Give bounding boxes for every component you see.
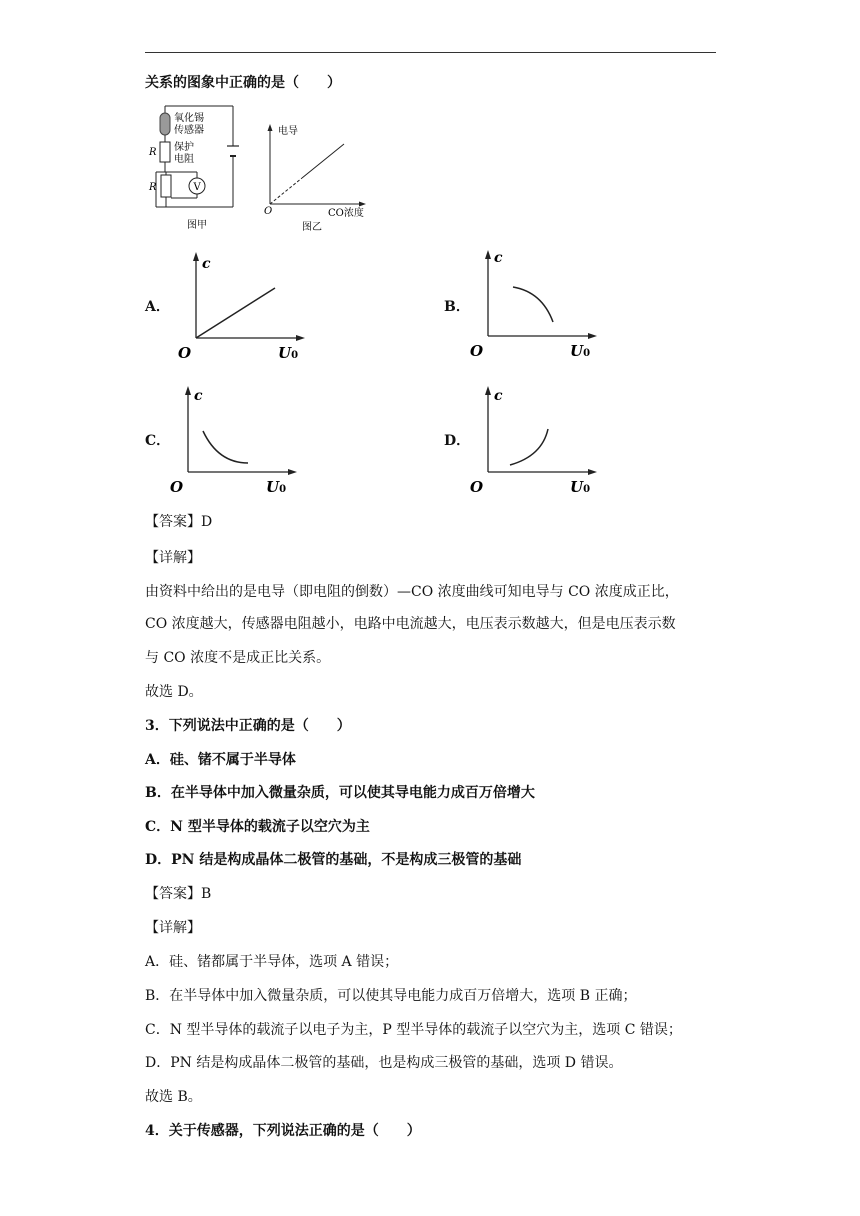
option-c-curve <box>203 431 248 463</box>
option-b-xlabel: U0 <box>570 342 591 360</box>
graph-caption: 图乙 <box>302 222 322 233</box>
circuit-diagram <box>145 102 245 230</box>
q2-answer-line <box>145 512 212 532</box>
option-b-origin: O <box>470 342 484 360</box>
q3-answer: B <box>201 886 212 902</box>
sensor-element <box>160 113 170 135</box>
q2-detail-tag: 【详解】 <box>145 550 201 566</box>
q2-detail-2: CO 浓度越大，传感器电阻越小，电路中电流越大，电压表示数越大，但是电压表示数 <box>145 616 676 632</box>
option-a-origin: O <box>178 344 192 362</box>
option-d-curve <box>510 429 548 465</box>
option-a-graph[interactable] <box>174 248 314 368</box>
graph-xlabel: CO浓度 <box>328 208 364 219</box>
conductance-graph <box>262 122 372 234</box>
protect-label-1: 保护 <box>174 142 194 153</box>
option-a-label[interactable]: A． <box>145 299 170 315</box>
protect-resistor <box>160 142 170 162</box>
q3-option-b[interactable]: B．在半导体中加入微量杂质，可以使其导电能力成百万倍增大 <box>145 785 535 801</box>
sensor-label-1: 氧化锡 <box>174 113 204 124</box>
option-b-curve <box>513 287 553 322</box>
option-c-origin: O <box>170 478 184 496</box>
option-a-curve <box>196 288 275 338</box>
option-b-graph[interactable] <box>466 246 606 366</box>
q3-option-d[interactable]: D．PN 结是构成晶体二极管的基础，不是构成三极管的基础 <box>145 852 522 868</box>
graph-ylabel: 电导 <box>278 126 298 137</box>
option-a-xlabel: U0 <box>278 344 299 362</box>
sensor-label-2: 传感器 <box>174 125 204 136</box>
q2-detail-1: 由资料中给出的是电导（即电阻的倒数）—CO 浓度曲线可知电导与 CO 浓度成正比， <box>145 584 679 600</box>
option-c-label[interactable]: C． <box>145 433 171 449</box>
option-c-graph[interactable] <box>166 382 306 502</box>
question-3-stem: 3．下列说法中正确的是（ ） <box>145 718 351 734</box>
q3-option-a[interactable]: A．硅、锗不属于半导体 <box>145 752 296 768</box>
option-d-ylabel: c <box>494 388 503 404</box>
q3-detail-a: A．硅、锗都属于半导体，选项 A 错误； <box>145 954 399 970</box>
q2-answer-tag: 【答案】 <box>145 514 201 530</box>
q2-conclusion: 故选 D。 <box>145 684 203 700</box>
option-d-label[interactable]: D． <box>444 433 471 449</box>
q3-detail-c: C．N 型半导体的载流子以电子为主，P 型半导体的载流子以空穴为主，选项 C 错误； <box>145 1022 682 1038</box>
graph-origin: O <box>264 206 273 217</box>
option-d-origin: O <box>470 478 484 496</box>
question-2-stem-tail: 关系的图象中正确的是（ ） <box>145 75 341 91</box>
q3-detail-b: B．在半导体中加入微量杂质，可以使其导电能力成百万倍增大，选项 B 正确； <box>145 988 637 1004</box>
q3-option-c[interactable]: C．N 型半导体的载流子以空穴为主 <box>145 819 370 835</box>
resistor-r-label: R <box>149 147 157 158</box>
question-4-stem: 4．关于传感器，下列说法正确的是（ ） <box>145 1123 421 1139</box>
q3-detail-tag: 【详解】 <box>145 920 201 936</box>
q3-detail-d: D．PN 结是构成晶体二极管的基础，也是构成三极管的基础，选项 D 错误。 <box>145 1055 623 1071</box>
option-c-ylabel: c <box>194 388 203 404</box>
option-d-graph[interactable] <box>466 382 606 502</box>
q2-answer: D <box>201 514 213 530</box>
resistor-r2-label: R <box>149 182 157 193</box>
option-d-xlabel: U0 <box>570 478 591 496</box>
option-a-ylabel: c <box>202 256 211 272</box>
header-rule <box>145 52 716 53</box>
q3-answer-tag: 【答案】 <box>145 886 201 902</box>
option-b-ylabel: c <box>494 250 503 266</box>
protect-label-2: 电阻 <box>174 154 194 165</box>
option-c-xlabel: U0 <box>266 478 287 496</box>
voltmeter-label: V <box>193 182 201 193</box>
q3-answer-line <box>145 884 211 904</box>
q2-detail-3: 与 CO 浓度不是成正比关系。 <box>145 650 331 666</box>
q3-conclusion: 故选 B。 <box>145 1089 202 1105</box>
circuit-caption: 图甲 <box>187 220 207 230</box>
load-resistor <box>161 175 171 197</box>
option-b-label[interactable]: B． <box>444 299 470 315</box>
